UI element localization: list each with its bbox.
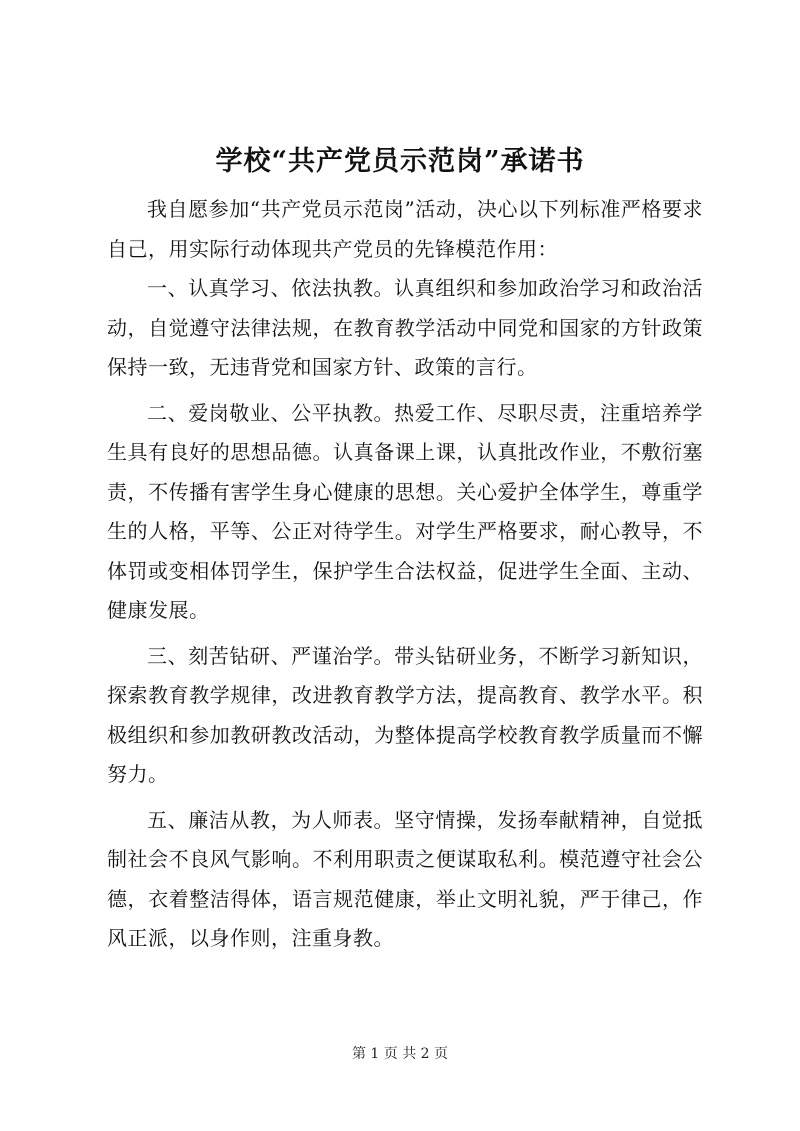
paragraph-item-one: 一、认真学习、依法执教。认真组织和参加政治学习和政治活动，自觉遵守法律法规，在教育教学活动中同党和国家的方针政策保持一致，无违背党和国家方针、政策的言行。 [107, 276, 703, 379]
page-number-footer: 第 1 页 共 2 页 [351, 1046, 449, 1062]
paragraph-item-five: 五、廉洁从教，为人师表。坚守情操，发扬奉献精神，自觉抵制社会不良风气影响。不利用职责之便谋取私利。模范遵守社会公德，衣着整洁得体，语言规范健康，举止文明礼貌，严于律己，作风正派，以身作则，注重身教。 [107, 807, 703, 950]
paragraph-item-two: 二、爱岗敬业、公平执教。热爱工作、尽职尽责，注重培养学生具有良好的思想品德。认真备课上课，认真批改作业，不敷衍塞责，不传播有害学生身心健康的思想。关心爱护全体学生，尊重学生的人格，平等、公正对待学生。对学生严格要求，耐心教导，不体罚或变相体罚学生，保护学生合法权益，促进学生全面、主动、健康发展。 [107, 400, 703, 622]
paragraph-item-three: 三、刻苦钻研、严谨治学。带头钻研业务，不断学习新知识，探索教育教学规律，改进教育教学方法，提高教育、教学水平。积极组织和参加教研教改活动，为整体提高学校教育教学质量而不懈努力。 [107, 643, 703, 786]
document-body [107, 190, 703, 959]
paragraph-intro: 我自愿参加“共产党员示范岗”活动，决心以下列标准严格要求自己，用实际行动体现共产党员的先锋模范作用： [107, 197, 703, 261]
document-title: 学校“共产党员示范岗”承诺书 [215, 146, 585, 177]
